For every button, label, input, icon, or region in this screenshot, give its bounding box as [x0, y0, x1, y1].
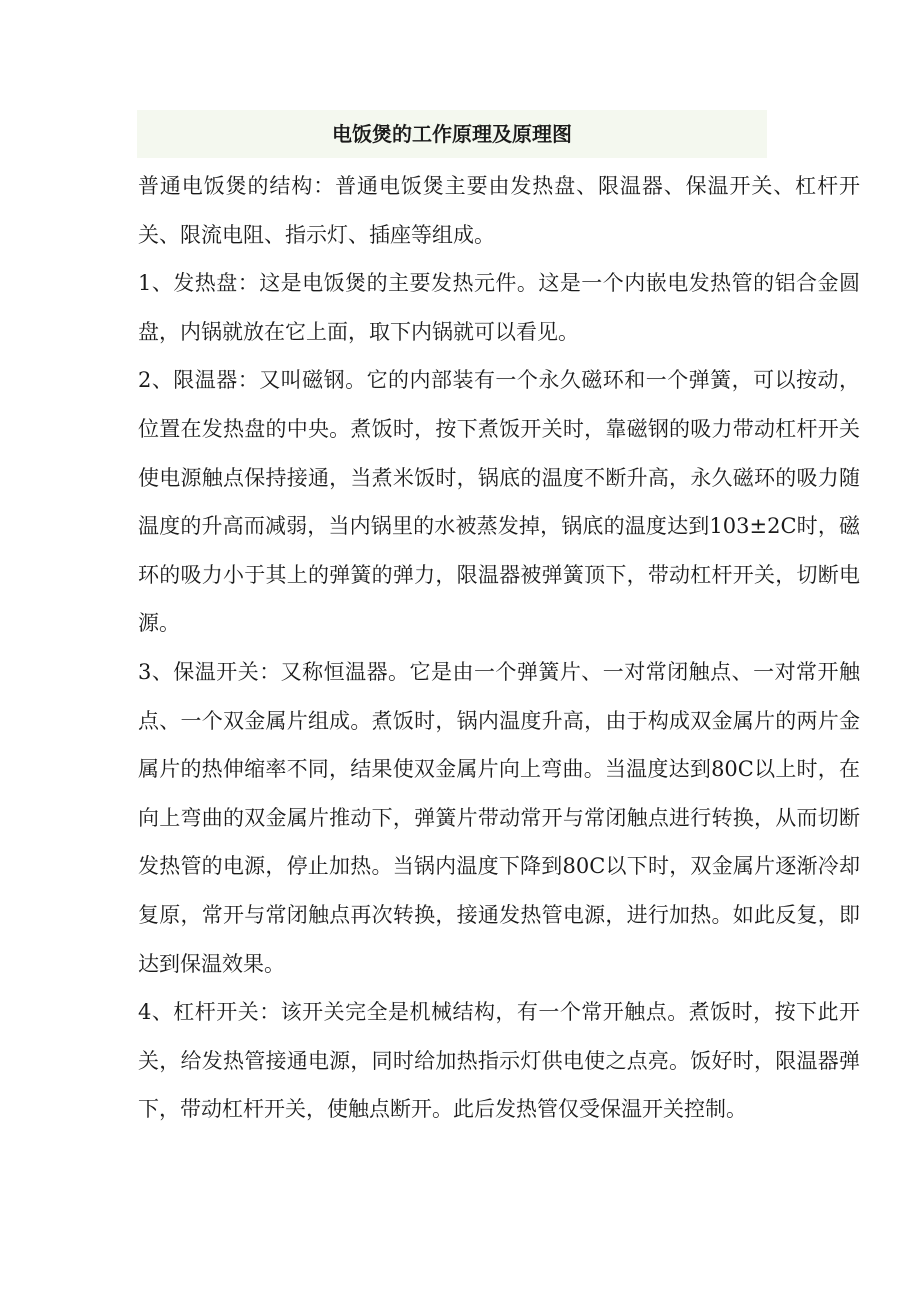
paragraph-thermostat-switch: 3、保温开关：又称恒温器。它是由一个弹簧片、一对常闭触点、一对常开触点、一个双金属片组成。煮饭时，锅内温度升高，由于构成双金属片的两片金属片的热伸缩率不同，结果使双金属片向上弯曲。当温度达到80C以上时，在向上弯曲的双金属片推动下，弹簧片带动常开与常闭触点进行转换，从而切断发热管的电源，停止加热。当锅内温度下降到80C以下时，双金属片逐渐冷却复原，常开与常闭触点再次转换，接通发热管电源，进行加热。如此反复，即达到保温效果。	[138, 659, 860, 976]
paragraph-structure: 普通电饭煲的结构：普通电饭煲主要由发热盘、限温器、保温开关、杠杆开关、限流电阻、指示灯、插座等组成。	[138, 174, 860, 247]
paragraph-temperature-limiter: 2、限温器：又叫磁钢。它的内部装有一个永久磁环和一个弹簧，可以按动，位置在发热盘的中央。煮饭时，按下煮饭开关时，靠磁钢的吸力带动杠杆开关使电源触点保持接通，当煮米饭时，锅底的温度不断升高，永久磁环的吸力随温度的升高而减弱，当内锅里的水被蒸发掉，锅底的温度达到103±2C时，磁环的吸力小于其上的弹簧的弹力，限温器被弹簧顶下，带动杠杆开关，切断电源。	[138, 368, 860, 636]
document-title: 电饭煲的工作原理及原理图	[332, 122, 572, 146]
document-body	[138, 162, 860, 1134]
paragraph-heating-plate: 1、发热盘：这是电饭煲的主要发热元件。这是一个内嵌电发热管的铝合金圆盘，内锅就放在它上面，取下内锅就可以看见。	[138, 271, 860, 344]
paragraph-lever-switch: 4、杠杆开关：该开关完全是机械结构，有一个常开触点。煮饭时，按下此开关，给发热管接通电源，同时给加热指示灯供电使之点亮。饭好时，限温器弹下，带动杠杆开关，使触点断开。此后发热管仅受保温开关控制。	[138, 1000, 860, 1122]
